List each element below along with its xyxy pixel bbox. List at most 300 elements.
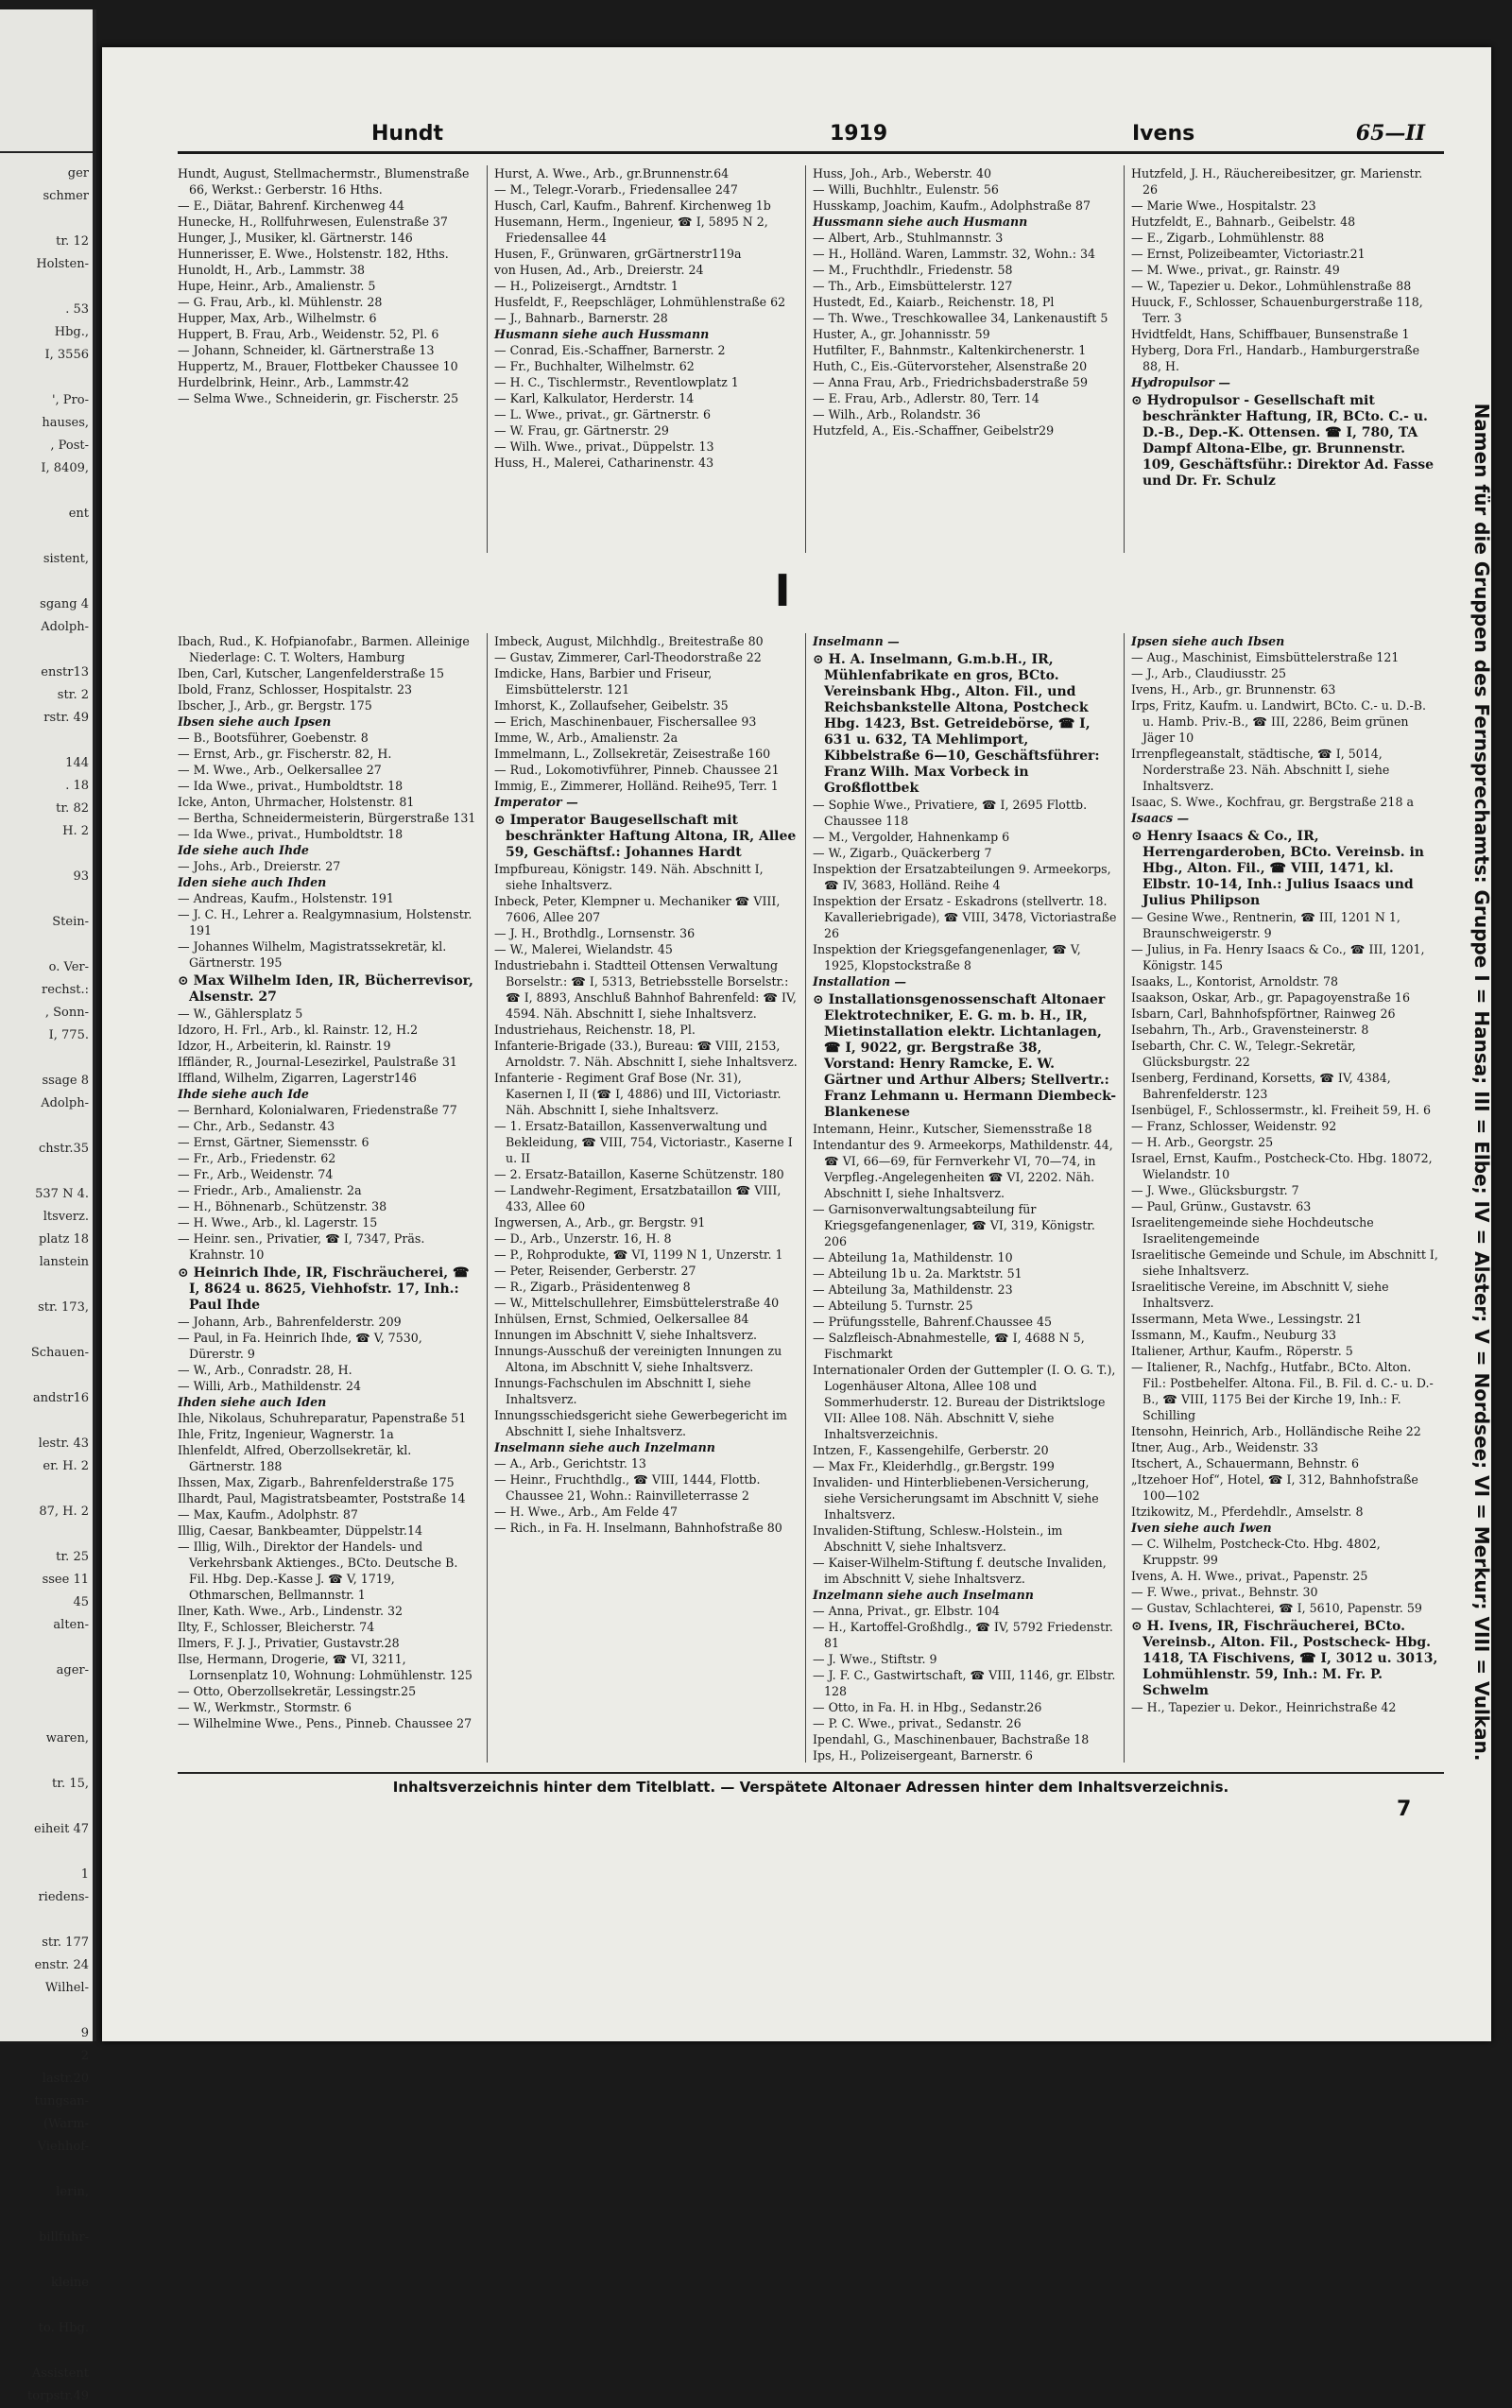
directory-entry: — W., Werkmstr., Stormstr. 6 [178,1700,352,1714]
directory-entry: Inselmann siehe auch Inzelmann [494,1440,715,1454]
directory-entry: — Otto, in Fa. H. in Hbg., Sedanstr.26 [813,1700,1042,1714]
previous-page-fragment: ger [67,166,89,181]
directory-entry: Hupper, Max, Arb., Wilhelmstr. 6 [178,311,377,325]
directory-entry: Israelitengemeinde siehe Hochdeutsche Israelitengemeinde [1131,1215,1374,1246]
directory-entry: Irps, Fritz, Kaufm. u. Landwirt, BCto. C.- u. D.-B. u. Hamb. Priv.-B., ☎ III, 2286, Beim grünen Jäger 10 [1131,698,1426,745]
directory-entry: — W., Gählersplatz 5 [178,1006,303,1021]
directory-entry: Hunnerisser, E. Wwe., Holstenstr. 182, Hths. [178,247,449,261]
header-last-entry: Ivens [1132,122,1195,146]
directory-entry: Ibsen siehe auch Ipsen [178,714,332,729]
directory-entry: Isenbügel, F., Schlossermstr., kl. Freiheit 59, H. 6 [1131,1103,1432,1117]
previous-page-fragment [0,2204,93,2227]
previous-page-fragment [0,1796,93,1818]
previous-page-fragment: 9 [80,2026,89,2040]
directory-entry: — Chr., Arb., Sedanstr. 43 [178,1119,335,1133]
previous-page-fragment [0,1750,93,1773]
directory-entry: Ingwersen, A., Arb., gr. Bergstr. 91 [494,1215,706,1230]
directory-entry: Husemann, Herm., Ingenieur, ☎ I, 5895 N 2, Friedensallee 44 [494,215,768,245]
directory-entry: Ilner, Kath. Wwe., Arb., Lindenstr. 32 [178,1604,403,1618]
directory-entry: — Italiener, R., Nachfg., Hutfabr., BCto. Alton. Fil.: Postbehelfer. Altona. Fil., B. Fil. d. C.- u. D.-B., ☎ VIII, 1175 Bei der Kirche 19, Inh.: F. Schilling [1131,1360,1434,1422]
previous-page-fragment [0,2249,93,2272]
directory-entry: — Gustav, Schlachterei, ☎ I, 5610, Papenstr. 59 [1131,1601,1422,1615]
directory-entry: — Bertha, Schneidermeisterin, Bürgerstraße 131 [178,811,476,825]
directory-entry: — Johannes Wilhelm, Magistratssekretär, kl. Gärtnerstr. 195 [178,939,447,970]
directory-entry: ⊙ Henry Isaacs & Co., IR, Herrengarderoben, BCto. Vereinsb. in Hbg., Alton. Fil., ☎ VIII, 1471, kl. Elbstr. 10-14, Inh.: Julius Isaacs und Julius Philipson [1131,829,1424,908]
directory-entry: — 2. Ersatz-Bataillon, Kaserne Schützenstr. 180 [494,1167,784,1181]
column-divider [1124,633,1125,1763]
exchange-groups-side-band [1470,284,1493,1881]
directory-entry: Ivens, A. H. Wwe., privat., Papenstr. 25 [1131,1569,1368,1583]
directory-entry: — Th., Arb., Eimsbüttelerstr. 127 [813,279,1013,293]
directory-entry: Huppertz, M., Brauer, Flottbeker Chaussee 10 [178,359,458,373]
directory-entry: — G. Frau, Arb., kl. Mühlenstr. 28 [178,295,383,309]
directory-entry: — Willi, Arb., Mathildenstr. 24 [178,1379,362,1393]
directory-entry: ⊙ Hydropulsor - Gesellschaft mit beschränkter Haftung, IR, BCto. C.- u. D.-B., Dep.-K. Ottensen. ☎ I, 780, TA Dampf Altona-Elbe, gr. Brunnenstr. 109, Geschäftsführ.: Direktor Ad. Fasse und Dr. Fr. Schulz [1131,393,1435,489]
previous-page-fragment: ent [68,507,89,521]
directory-entry: — Ernst, Gärtner, Siemensstr. 6 [178,1135,369,1149]
directory-entry: Illig, Caesar, Bankbeamter, Düppelstr.14 [178,1523,422,1538]
previous-page-fragment: I, 775. [48,1028,89,1042]
previous-page-fragment [0,1365,93,1387]
previous-page-fragment: 45 [73,1595,89,1609]
directory-entry: Infanterie - Regiment Graf Bose (Nr. 31), Kasernen I, II (☎ I, 4886) und III, Victoriastr. Näh. Abschnitt I, siehe Inhaltsverz. [494,1071,782,1117]
directory-entry: Isebarth, Chr. C. W., Telegr.-Sekretär, Glücksburgstr. 22 [1131,1039,1356,1069]
directory-entry: — Ernst, Polizeibeamter, Victoriastr.21 [1131,247,1366,261]
directory-entry: — M. Wwe., privat., gr. Rainstr. 49 [1131,263,1340,277]
directory-entry: Intemann, Heinr., Kutscher, Siemensstraße 18 [813,1122,1092,1136]
directory-entry: Huss, Joh., Arb., Weberstr. 40 [813,166,992,181]
directory-entry: Huppert, B. Frau, Arb., Weidenstr. 52, Pl. 6 [178,327,439,341]
directory-entry: Hurst, A. Wwe., Arb., gr.Brunnenstr.64 [494,166,730,181]
directory-entry: — H. Wwe., Arb., kl. Lagerstr. 15 [178,1215,378,1230]
previous-page-fragment [0,2295,93,2317]
directory-entry: — Johann, Schneider, kl. Gärtnerstraße 13 [178,343,435,357]
previous-page-fragment: ager- [56,1663,89,1677]
previous-page-fragment [0,639,93,662]
directory-entry: — J. Wwe., Stiftstr. 9 [813,1652,937,1666]
previous-page-fragment: lestr. 43 [38,1436,89,1451]
directory-entry: — J. F. C., Gastwirtschaft, ☎ VIII, 1146, gr. Elbstr. 128 [813,1668,1116,1698]
previous-page-fragment: ', Pro- [51,393,89,407]
directory-entry: — Johann, Arb., Bahrenfelderstr. 209 [178,1315,402,1329]
previous-page-fragment: enstr. 24 [34,1958,89,1972]
directory-entry: — C. Wilhelm, Postcheck-Cto. Hbg. 4802, Kruppstr. 99 [1131,1537,1381,1567]
directory-entry: — Wilh. Wwe., privat., Düppelstr. 13 [494,439,714,454]
directory-entry: — P. C. Wwe., privat., Sedanstr. 26 [813,1716,1022,1730]
directory-entry: — M., Fruchthdlr., Friedenstr. 58 [813,263,1013,277]
directory-entry: Huth, C., Eis.-Gütervorsteher, Alsenstraße 20 [813,359,1088,373]
previous-page-fragment [0,1319,93,1342]
directory-entry: Irrenpflegeanstalt, städtische, ☎ I, 5014, Norderstraße 23. Näh. Abschnitt I, siehe Inhaltsverz. [1131,747,1390,793]
directory-entry: — H., Kartoffel-Großhdlg., ☎ IV, 5792 Friedenstr. 81 [813,1620,1113,1650]
bottom-column-3 [813,633,1117,1767]
directory-entry: Immelmann, L., Zollsekretär, Zeisestraße 160 [494,747,771,761]
directory-entry: — Gustav, Zimmerer, Carl-Theodorstraße 22 [494,650,762,664]
side-band-text: Namen für die Gruppen des Fernsprechamts: Gruppe I = Hansa; III = Elbe; IV = Alster; V = Nordsee; VI = Merkur; VIII = Vulkan. [1470,403,1493,1762]
directory-entry: Isebahrn, Th., Arb., Gravensteinerstr. 8 [1131,1023,1369,1037]
directory-entry: — Rud., Lokomotivführer, Pinneb. Chaussee 21 [494,763,780,777]
top-column-4 [1131,165,1438,562]
previous-page-fragment: . 53 [65,302,89,317]
directory-entry: Hunecke, H., Rollfuhrwesen, Eulenstraße 37 [178,215,448,229]
directory-entry: — Th. Wwe., Treschkowallee 34, Lankenaustift 5 [813,311,1108,325]
directory-entry: — H., Tapezier u. Dekor., Heinrichstraße 42 [1131,1700,1397,1714]
directory-entry: — Ernst, Arb., gr. Fischerstr. 82, H. [178,747,392,761]
previous-page-fragment: 144 [65,756,89,770]
directory-entry: Ipsen siehe auch Ibsen [1131,634,1285,648]
directory-entry: — B., Bootsführer, Goebenstr. 8 [178,731,369,745]
directory-entry: — H., Böhnenarb., Schützenstr. 38 [178,1199,387,1213]
previous-page-fragment [0,1523,93,1546]
header-page-number: 65—II [1355,121,1425,146]
directory-entry: Ibscher, J., Arb., gr. Bergstr. 175 [178,698,372,713]
previous-page-fragment [0,1841,93,1864]
directory-entry: Ips, H., Polizeisergeant, Barnerstr. 6 [813,1748,1033,1763]
directory-entry: — Anna Frau, Arb., Friedrichsbaderstraße 59 [813,375,1089,389]
directory-entry: — H., Polizeisergt., Arndtstr. 1 [494,279,679,293]
column-divider [1124,165,1125,553]
previous-page-fragment: 87, H. 2 [39,1505,89,1519]
directory-entry: — J., Bahnarb., Barnerstr. 28 [494,311,668,325]
directory-entry: — M., Telegr.-Vorarb., Friedensallee 247 [494,182,738,197]
previous-page-fragment: I, 3556 [44,348,89,362]
previous-page-fragment: o. Ver- [48,960,89,974]
directory-entry: Ihlenfeldt, Alfred, Oberzollsekretär, kl. Gärtnerstr. 188 [178,1443,412,1473]
directory-entry: Isenberg, Ferdinand, Korsetts, ☎ IV, 4384, Bahrenfelderstr. 123 [1131,1071,1391,1101]
directory-entry: Husfeldt, F., Reepschläger, Lohmühlenstraße 62 [494,295,786,309]
directory-entry: Idzoro, H. Frl., Arb., kl. Rainstr. 12, H.2 [178,1023,419,1037]
directory-entry: — Gesine Wwe., Rentnerin, ☎ III, 1201 N 1, Braunschweigerstr. 9 [1131,910,1400,940]
previous-page-fragments [0,163,93,2408]
directory-entry: Ilse, Hermann, Drogerie, ☎ VI, 3211, Lornsenplatz 10, Wohnung: Lohmühlenstr. 125 [178,1652,472,1682]
directory-entry: — M. Wwe., Arb., Oelkersallee 27 [178,763,382,777]
previous-page-fragment [0,1637,93,1660]
directory-entry: Hutzfeld, A., Eis.-Schaffner, Geibelstr29 [813,423,1055,438]
previous-page-fragment: hauses, [42,416,89,430]
previous-page-fragment [0,1682,93,1705]
previous-page-fragment: Holsten- [36,257,89,271]
directory-entry: Iden siehe auch Ihden [178,875,327,889]
previous-page-fragment: , Sonn- [44,1006,89,1020]
column-divider [487,165,488,553]
directory-entry: Inbeck, Peter, Klempner u. Mechaniker ☎ VIII, 7606, Allee 207 [494,894,781,924]
directory-entry: Ipendahl, G., Maschinenbauer, Bachstraße 18 [813,1732,1090,1746]
directory-entry: Icke, Anton, Uhrmacher, Holstenstr. 81 [178,795,415,809]
footer-rule [178,1772,1444,1774]
bottom-column-4 [1131,633,1438,1767]
previous-page-fragment: Hbg., [54,325,89,339]
previous-page-fragment: torpstr.49 [27,2389,89,2403]
directory-page [102,47,1491,2041]
directory-entry: — Fr., Buchhalter, Wilhelmstr. 62 [494,359,695,373]
directory-entry: Hurdelbrink, Heinr., Arb., Lammstr.42 [178,375,409,389]
previous-page-fragment [0,1478,93,1501]
previous-page-fragment [0,1161,93,1183]
previous-page-fragment [0,1909,93,1932]
directory-entry: — A., Arb., Gerichtstr. 13 [494,1456,646,1471]
directory-entry: — Karl, Kalkulator, Herderstr. 14 [494,391,695,405]
directory-entry: — Max, Kaufm., Adolphstr. 87 [178,1507,358,1522]
directory-entry: Ide siehe auch Ihde [178,843,309,857]
directory-entry: Internationaler Orden der Guttempler (I. O. G. T.), Logenhäuser Altona, Allee 108 und Sommerhuderstr. 12. Bureau der Distriktsloge VII: Allee 108. Näh. Abschnitt V, siehe Inhaltsverzeichnis. [813,1363,1116,1441]
directory-entry: — D., Arb., Unzerstr. 16, H. 8 [494,1231,672,1246]
directory-entry: Huster, A., gr. Johannisstr. 59 [813,327,990,341]
previous-page-fragment: rstr. 49 [43,711,89,725]
directory-entry: Inspektion der Kriegsgefangenenlager, ☎ V, 1925, Klopstockstraße 8 [813,942,1081,972]
previous-page-fragment [0,1705,93,1728]
previous-page-fragment [0,208,93,231]
directory-entry: — Ida Wwe., privat., Humboldtstr. 18 [178,779,404,793]
directory-entry: — Friedr., Arb., Amalienstr. 2a [178,1183,362,1197]
directory-entry: — Abteilung 1b u. 2a. Marktstr. 51 [813,1266,1022,1281]
previous-page-fragment [0,2340,93,2363]
previous-page-fragment: ltsverz. [43,1210,89,1224]
directory-entry: Inspektion der Ersatz - Eskadrons (stellvertr. 18. Kavalleriebrigade), ☎ VIII, 3478, Victoriastraße 26 [813,894,1117,940]
bottom-column-2 [494,633,799,1767]
directory-entry: — Heinr., Fruchthdlg., ☎ VIII, 1444, Flottb. Chaussee 21, Wohn.: Rainvilleterrasse 2 [494,1472,761,1503]
section-letter: I [774,565,791,616]
previous-page-rule [0,151,93,153]
directory-entry: Iffland, Wilhelm, Zigarren, Lagerstr146 [178,1071,417,1085]
directory-entry: Hydropulsor — [1131,375,1230,389]
directory-entry: Installation — [813,974,906,989]
previous-page-fragment: tr. 15, [52,1777,89,1791]
directory-entry: Issermann, Meta Wwe., Lessingstr. 21 [1131,1312,1363,1326]
directory-entry: — W. Frau, gr. Gärtnerstr. 29 [494,423,669,438]
previous-page-fragment: platz 18 [39,1232,89,1247]
directory-entry: — J. H., Brothdlg., Lornsenstr. 36 [494,926,696,940]
directory-entry: Israelitische Gemeinde und Schule, im Abschnitt I, siehe Inhaltsverz. [1131,1247,1438,1278]
top-column-3 [813,165,1117,562]
previous-page-fragment: riedens- [38,1890,89,1904]
directory-entry: — Erich, Maschinenbauer, Fischersallee 93 [494,714,757,729]
directory-entry: ⊙ H. Ivens, IR, Fischräucherei, BCto. Vereinsb., Alton. Fil., Postscheck- Hbg. 1418, TA Fischivens, ☎ I, 3012 u. 3013, Lohmühlenstr. 59, Inh.: M. Fr. P. Schwelm [1131,1619,1438,1698]
previous-page-fragment: schmer [43,189,89,203]
directory-entry: Ihde siehe auch Ide [178,1087,309,1101]
directory-entry: — Albert, Arb., Stuhlmannstr. 3 [813,231,1004,245]
directory-entry: — Sophie Wwe., Privatiere, ☎ I, 2695 Flottb. Chaussee 118 [813,798,1088,828]
column-divider [805,165,806,553]
directory-entry: Industriehaus, Reichenstr. 18, Pl. [494,1023,696,1037]
directory-entry: Iffländer, R., Journal-Lesezirkel, Paulstraße 31 [178,1055,457,1069]
directory-entry: — Illig, Wilh., Direktor der Handels- und Verkehrsbank Aktienges., BCto. Deutsche B. Fil. Hbg. Dep.-Kasse J. ☎ V, 1719, Othmarschen, Bellmannstr. 1 [178,1539,458,1602]
directory-entry: — Heinr. sen., Privatier, ☎ I, 7347, Präs. Krahnstr. 10 [178,1231,425,1262]
top-column-2 [494,165,799,562]
directory-entry: — Peter, Reisender, Gerberstr. 27 [494,1264,696,1278]
previous-page-fragment: Viehhof- [37,2140,89,2154]
previous-page-fragment [0,888,93,911]
directory-entry: Ibach, Rud., K. Hofpianofabr., Barmen. Alleinige Niederlage: C. T. Wolters, Hamburg [178,634,470,664]
previous-page-fragment: lastr.20 [42,2072,89,2086]
directory-entry: Intendantur des 9. Armeekorps, Mathildenstr. 44, ☎ VI, 66—69, für Fernverkehr VI, 70—74, in Verpfleg.-Angelegenheiten ☎ VI, 2202. Näh. Abschnitt I, siehe Inhaltsverz. [813,1138,1113,1200]
directory-entry: — Selma Wwe., Schneiderin, gr. Fischerstr. 25 [178,391,459,405]
directory-entry: — Conrad, Eis.-Schaffner, Barnerstr. 2 [494,343,726,357]
directory-entry: — W., Arb., Conradstr. 28, H. [178,1363,352,1377]
previous-page-fragment: ssee 11 [42,1573,89,1587]
directory-entry: — Fr., Arb., Weidenstr. 74 [178,1167,334,1181]
previous-page-fragment: 2 [80,2049,89,2063]
previous-page-fragment: H. 2 [62,824,89,838]
directory-entry: Hussmann siehe auch Husmann [813,215,1028,229]
previous-page-fragment [0,1274,93,1297]
directory-entry: Hutzfeld, J. H., Räuchereibesitzer, gr. Marienstr. 26 [1131,166,1423,197]
directory-entry: Ihle, Fritz, Ingenieur, Wagnerstr. 1a [178,1427,394,1441]
directory-entry: — Max Fr., Kleiderhdlg., gr.Bergstr. 199 [813,1459,1055,1473]
directory-entry: Issmann, M., Kaufm., Neuburg 33 [1131,1328,1336,1342]
directory-entry: — W., Mittelschullehrer, Eimsbüttelerstraße 40 [494,1296,780,1310]
directory-entry: — M., Vergolder, Hahnenkamp 6 [813,830,1010,844]
directory-entry: Invaliden- und Hinterbliebenen-Versicherung, siehe Versicherungsamt im Abschnitt V, siehe Inhaltsverz. [813,1475,1099,1522]
directory-entry: Intzen, F., Kassengehilfe, Gerberstr. 20 [813,1443,1049,1457]
directory-entry: — E. Frau, Arb., Adlerstr. 80, Terr. 14 [813,391,1040,405]
page-header [178,113,1444,154]
previous-page-fragment [0,480,93,503]
previous-page-fragment [0,2159,93,2181]
directory-entry: Imdicke, Hans, Barbier und Friseur, Eimsbüttelerstr. 121 [494,666,713,697]
directory-entry: Itner, Aug., Arb., Weidenstr. 33 [1131,1440,1318,1454]
previous-page-fragment: billfuhr- [39,2230,89,2245]
directory-entry: — Abteilung 5. Turnstr. 25 [813,1299,973,1313]
previous-page-fragment: . 18 [65,779,89,793]
directory-entry: Itschert, A., Schauermann, Behnstr. 6 [1131,1456,1359,1471]
directory-entry: — Franz, Schlosser, Weidenstr. 92 [1131,1119,1337,1133]
column-divider [487,633,488,1763]
directory-entry: Isaac, S. Wwe., Kochfrau, gr. Bergstraße 218 a [1131,795,1414,809]
directory-entry: — Abteilung 1a, Mathildenstr. 10 [813,1250,1013,1264]
directory-entry: Hupe, Heinr., Arb., Amalienstr. 5 [178,279,376,293]
previous-page-fragment [0,571,93,593]
directory-entry: Isaakson, Oskar, Arb., gr. Papagoyenstraße 16 [1131,990,1410,1005]
directory-entry: Inspektion der Ersatzabteilungen 9. Armeekorps, ☎ IV, 3683, Holländ. Reihe 4 [813,862,1111,892]
directory-entry: Isaacs — [1131,811,1190,825]
directory-entry: — Julius, in Fa. Henry Isaacs & Co., ☎ III, 1201, Königstr. 145 [1131,942,1425,972]
previous-page-fragment: 537 N 4. [35,1187,89,1201]
previous-page-fragment: tr. 82 [56,801,89,816]
previous-page-fragment: tungsan- [34,2094,89,2108]
directory-entry: ⊙ Installationsgenossenschaft Altonaer Elektrotechniker, E. G. m. b. H., IR, Mietinstallation elektr. Lichtanlagen, ☎ I, 9022, gr. Bergstraße 38, Vorstand: Henry Ramcke, E. W. Gärtner und Arthur Albers; Stellvertr.: Franz Lehmann u. Hermann Diembeck-Blankenese [813,992,1117,1120]
directory-entry: — Willi, Buchhltr., Eulenstr. 56 [813,182,999,197]
directory-entry: Invaliden-Stiftung, Schlesw.-Holstein., im Abschnitt V, siehe Inhaltsverz. [813,1523,1063,1554]
directory-entry: Husch, Carl, Kaufm., Bahrenf. Kirchenweg 1b [494,198,771,213]
previous-page-fragment [0,1115,93,1138]
directory-entry: Husmann siehe auch Hussmann [494,327,710,341]
directory-entry: — Anna, Privat., gr. Elbstr. 104 [813,1604,1000,1618]
directory-entry: — Johs., Arb., Dreierstr. 27 [178,859,341,873]
directory-entry: Husen, F., Grünwaren, grGärtnerstr119a [494,247,742,261]
directory-entry: — Rich., in Fa. H. Inselmann, Bahnhofstraße 80 [494,1521,782,1535]
directory-entry: Ilmers, F. J. J., Privatier, Gustavstr.28 [178,1636,400,1650]
directory-entry: — Abteilung 3a, Mathildenstr. 23 [813,1282,1013,1297]
directory-entry: — E., Diätar, Bahrenf. Kirchenweg 44 [178,198,404,213]
directory-entry: — Fr., Arb., Friedenstr. 62 [178,1151,336,1165]
directory-entry: — W., Malerei, Wielandstr. 45 [494,942,673,956]
previous-page-fragment: Assistent [31,2366,89,2381]
previous-page-fragment: lanstein [39,1255,89,1269]
directory-entry: Ihle, Nikolaus, Schuhreparatur, Papenstraße 51 [178,1411,467,1425]
directory-entry: Infanterie-Brigade (33.), Bureau: ☎ VIII, 2153, Arnoldstr. 7. Näh. Abschnitt I, siehe Inhaltsverz. [494,1039,798,1069]
directory-entry: — J., Arb., Claudiusstr. 25 [1131,666,1287,680]
directory-entry: Idzor, H., Arbeiterin, kl. Rainstr. 19 [178,1039,391,1053]
directory-entry: Huuck, F., Schlosser, Schauenburgerstraße 118, Terr. 3 [1131,295,1423,325]
directory-entry: Hundt, August, Stellmachermstr., Blumenstraße 66, Werkst.: Gerberstr. 16 Hths. [178,166,470,197]
directory-entry: Iven siehe auch Iwen [1131,1521,1272,1535]
directory-entry: — Andreas, Kaufm., Holstenstr. 191 [178,891,394,905]
directory-entry: Hyberg, Dora Frl., Handarb., Hamburgerstraße 88, H. [1131,343,1420,373]
header-first-entry: Hundt [371,122,444,146]
previous-page-fragment: tr. 12 [56,234,89,249]
previous-page-fragment: str. 173, [38,1300,89,1315]
directory-entry: Huss, H., Malerei, Catharinenstr. 43 [494,456,714,470]
directory-entry: Italiener, Arthur, Kaufm., Röperstr. 5 [1131,1344,1353,1358]
previous-page-fragment [0,1410,93,1433]
previous-page-fragment: I, 8409, [41,461,89,475]
previous-page-fragment: tr. 25 [56,1550,89,1564]
directory-entry: Inselmann — [813,634,900,648]
directory-entry: Iben, Carl, Kutscher, Langenfelderstraße 15 [178,666,445,680]
directory-entry: Ihden siehe auch Iden [178,1395,327,1409]
previous-page-fragment: sistent, [43,552,89,566]
previous-page-fragment: sgang 4 [40,597,89,611]
directory-entry: — Marie Wwe., Hospitalstr. 23 [1131,198,1316,213]
directory-entry: Hutfilter, F., Bahnmstr., Kaltenkirchenerstr. 1 [813,343,1087,357]
previous-page-edge [0,9,96,2403]
directory-entry: Hunger, J., Musiker, kl. Gärtnerstr. 146 [178,231,413,245]
directory-entry: — J. C. H., Lehrer a. Realgymnasium, Holstenstr. 191 [178,907,472,937]
column-divider [805,633,806,1763]
directory-entry: Hunoldt, H., Arb., Lammstr. 38 [178,263,366,277]
directory-entry: Israel, Ernst, Kaufm., Postcheck-Cto. Hbg. 18072, Wielandstr. 10 [1131,1151,1433,1181]
directory-entry: Husskamp, Joachim, Kaufm., Adolphstraße 87 [813,198,1091,213]
directory-entry: Ibold, Franz, Schlosser, Hospitalstr. 23 [178,682,413,697]
directory-entry: Ivens, H., Arb., gr. Brunnenstr. 63 [1131,682,1336,697]
directory-entry: — Prüfungsstelle, Bahrenf.Chaussee 45 [813,1315,1053,1329]
directory-entry: Itensohn, Heinrich, Arb., Holländische Reihe 22 [1131,1424,1421,1438]
directory-entry: Hutzfeldt, E., Bahnarb., Geibelstr. 48 [1131,215,1356,229]
directory-entry: — Paul, in Fa. Heinrich Ihde, ☎ V, 7530, Dürerstr. 9 [178,1331,422,1361]
previous-page-fragment: , Post- [50,439,89,453]
previous-page-fragment: chstr.35 [38,1142,89,1156]
directory-entry: Hustedt, Ed., Kaiarb., Reichenstr. 18, Pl [813,295,1055,309]
directory-entry: Imhorst, K., Zollaufseher, Geibelstr. 35 [494,698,729,713]
directory-entry: Innungen im Abschnitt V, siehe Inhaltsverz. [494,1328,757,1342]
directory-entry: Innungsschiedsgericht siehe Gewerbegericht im Abschnitt I, siehe Inhaltsverz. [494,1408,787,1438]
directory-entry: — Otto, Oberzollsekretär, Lessingstr.25 [178,1684,417,1698]
directory-entry: Innungs-Fachschulen im Abschnitt I, siehe Inhaltsverz. [494,1376,751,1406]
directory-entry: Imme, W., Arb., Amalienstr. 2a [494,731,679,745]
directory-entry: — F. Wwe., privat., Behnstr. 30 [1131,1585,1318,1599]
previous-page-fragment: alten- [53,1618,89,1632]
directory-entry: — Wilh., Arb., Rolandstr. 36 [813,407,981,421]
previous-page-fragment [0,843,93,866]
directory-entry: ⊙ Max Wilhelm Iden, IR, Bücherrevisor, Alsenstr. 27 [178,973,473,1005]
previous-page-fragment: waren, [45,1731,89,1746]
directory-entry: — H. Arb., Georgstr. 25 [1131,1135,1274,1149]
directory-entry: — Aug., Maschinist, Eimsbüttelerstraße 121 [1131,650,1400,664]
directory-entry: Innungs-Ausschuß der vereinigten Innungen zu Altona, im Abschnitt V, siehe Inhaltsverz. [494,1344,782,1374]
directory-entry: — Garnisonverwaltungsabteilung für Kriegsgefangenenlager, ☎ VI, 319, Königstr. 206 [813,1202,1095,1248]
previous-page-fragment: lerin, [56,2185,89,2199]
previous-page-fragment [0,2000,93,2022]
directory-entry: Imperator — [494,795,578,809]
directory-entry: Industriebahn i. Stadtteil Ottensen Verwaltung Borselstr.: ☎ I, 5313, Betriebsstelle Borselstr.: ☎ I, 8893, Anschluß Bahnhof Bahrenfeld: ☎ IV, 4594. Näh. Abschnitt I, siehe Inhaltsverz. [494,958,797,1021]
header-year: 1919 [830,122,888,146]
directory-entry: — P., Rohprodukte, ☎ VI, 1199 N 1, Unzerstr. 1 [494,1247,783,1262]
directory-entry: ⊙ Heinrich Ihde, IR, Fischräucherei, ☎ I, 8624 u. 8625, Viehhofstr. 17, Inh.: Paul Ihde [178,1265,470,1313]
previous-page-fragment: (Warm- [43,2117,89,2131]
previous-page-fragment [0,367,93,389]
directory-entry: ⊙ Imperator Baugesellschaft mit beschränkter Haftung Altona, IR, Allee 59, Geschäftsf.: Johannes Hardt [494,813,797,860]
directory-entry: Impfbureau, Königstr. 149. Näh. Abschnitt I, siehe Inhaltsverz. [494,862,764,892]
